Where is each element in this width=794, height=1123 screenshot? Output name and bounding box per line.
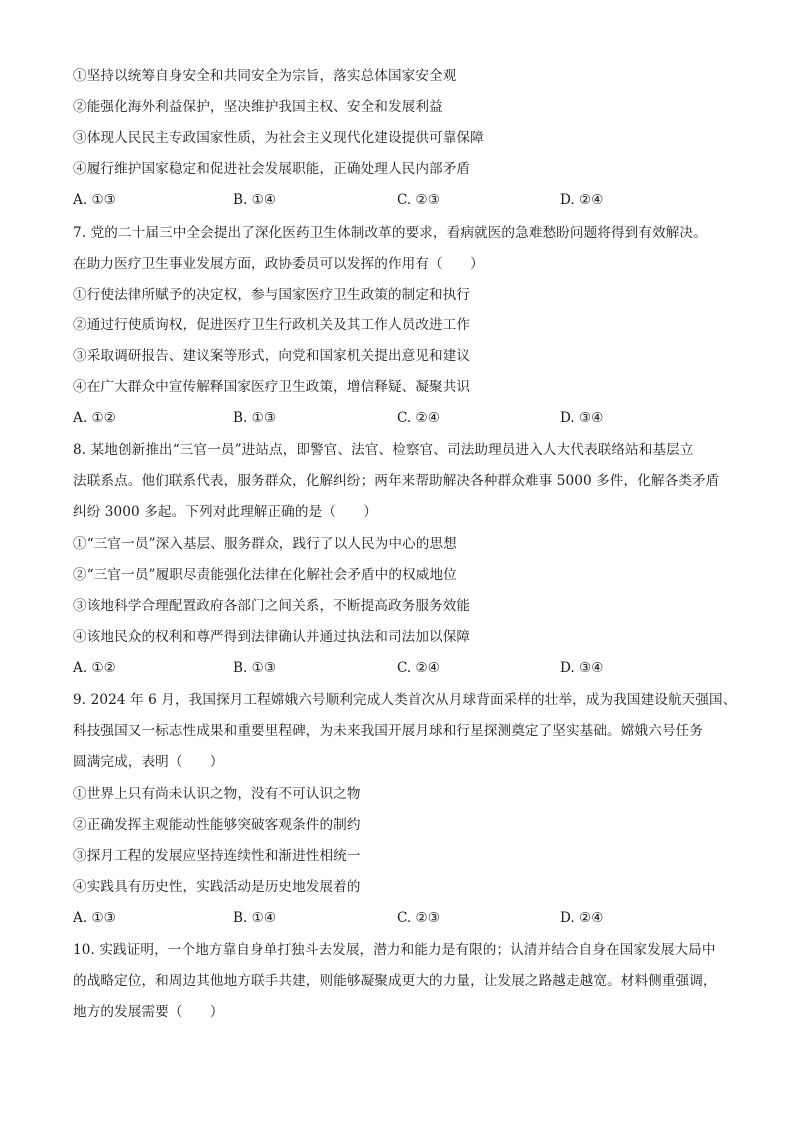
q6-option-d: D. ②④ xyxy=(560,192,604,208)
q9-option-d: D. ②④ xyxy=(560,910,604,926)
q7-statement-1: ①行使法律所赋予的决定权，参与国家医疗卫生政策的制定和执行 xyxy=(73,287,471,303)
q7-statement-2: ②通过行使质询权，促进医疗卫生行政机关及其工作人员改进工作 xyxy=(73,317,471,333)
q8-stem-line-3: 纠纷 3000 多起。下列对此理解正确的是（ ） xyxy=(73,504,378,520)
q7-option-b: B. ①③ xyxy=(233,410,277,426)
q6-statement-4: ④履行维护国家稳定和促进社会发展职能，正确处理人民内部矛盾 xyxy=(73,161,471,177)
q6-option-a: A. ①③ xyxy=(73,192,116,208)
q9-statement-2: ②正确发挥主观能动性能够突破客观条件的制约 xyxy=(73,817,361,833)
q8-option-b: B. ①③ xyxy=(233,660,277,676)
q9-stem-line-2: 科技强国又一标志性成果和重要里程碑，为未来我国开展月球和行星探测奠定了坚实基础。嫦娥六号任务 xyxy=(73,723,703,739)
q7-stem-line-2: 在助力医疗卫生事业发展方面，政协委员可以发挥的作用有（ ） xyxy=(73,256,484,272)
q7-option-c: C. ②④ xyxy=(397,410,440,426)
q8-stem-line-1: 8. 某地创新推出“三官一员”进站点，即警官、法官、检察官、司法助理员进入人大代表联络站和基层立 xyxy=(73,442,694,458)
q9-option-a: A. ①③ xyxy=(73,910,116,926)
q6-option-c: C. ②③ xyxy=(397,192,440,208)
q6-statement-1: ①坚持以统筹自身安全和共同安全为宗旨，落实总体国家安全观 xyxy=(73,68,457,84)
q10-stem-line-2: 的战略定位，和周边其他地方联手共建，则能够凝聚成更大的力量，让发展之路越走越宽。材料侧重强调， xyxy=(73,973,717,989)
q7-statement-4: ④在广大群众中宣传解释国家医疗卫生政策，增信释疑、凝聚共识 xyxy=(73,379,471,395)
q9-statement-4: ④实践具有历史性，实践活动是历史地发展着的 xyxy=(73,879,361,895)
q6-option-b: B. ①④ xyxy=(233,192,277,208)
q8-option-c: C. ②④ xyxy=(397,660,440,676)
q9-option-c: C. ②③ xyxy=(397,910,440,926)
q8-statement-3: ③该地科学合理配置政府各部门之间关系，不断提高政务服务效能 xyxy=(73,598,471,614)
q6-statement-2: ②能强化海外利益保护，坚决维护我国主权、安全和发展利益 xyxy=(73,99,443,115)
q9-statement-1: ①世界上只有尚未认识之物，没有不可认识之物 xyxy=(73,786,361,802)
q9-statement-3: ③探月工程的发展应坚持连续性和渐进性相统一 xyxy=(73,848,361,864)
q7-stem-line-1: 7. 党的二十届三中全会提出了深化医药卫生体制改革的要求，看病就医的急难愁盼问题将得到有效解决。 xyxy=(73,225,707,241)
q7-option-a: A. ①② xyxy=(73,410,116,426)
q6-statement-3: ③体现人民民主专政国家性质，为社会主义现代化建设提供可靠保障 xyxy=(73,130,484,146)
q8-option-a: A. ①② xyxy=(73,660,116,676)
q9-stem-line-1: 9. 2024 年 6 月，我国探月工程嫦娥六号顺利完成人类首次从月球背面采样的壮举，成为我国建设航天强国、 xyxy=(73,692,737,708)
q9-stem-line-3: 圆满完成，表明（ ） xyxy=(73,754,224,770)
q7-statement-3: ③采取调研报告、建议案等形式，向党和国家机关提出意见和建议 xyxy=(73,348,471,364)
q8-stem-line-2: 法联系点。他们联系代表，服务群众，化解纠纷；两年来帮助解决各种群众难事 5000 多件，化解各类矛盾 xyxy=(73,473,720,489)
q8-statement-1: ①“三官一员”深入基层、服务群众，践行了以人民为中心的思想 xyxy=(73,536,457,552)
q7-option-d: D. ③④ xyxy=(560,410,604,426)
q9-option-b: B. ①④ xyxy=(233,910,277,926)
q10-stem-line-1: 10. 实践证明，一个地方靠自身单打独斗去发展，潜力和能力是有限的；认清并结合自身在国家发展大局中 xyxy=(73,942,716,958)
q8-statement-4: ④该地民众的权利和尊严得到法律确认并通过执法和司法加以保障 xyxy=(73,629,471,645)
q8-statement-2: ②“三官一员”履职尽责能强化法律在化解社会矛盾中的权威地位 xyxy=(73,567,457,583)
q10-stem-line-3: 地方的发展需要（ ） xyxy=(73,1004,224,1020)
q8-option-d: D. ③④ xyxy=(560,660,604,676)
